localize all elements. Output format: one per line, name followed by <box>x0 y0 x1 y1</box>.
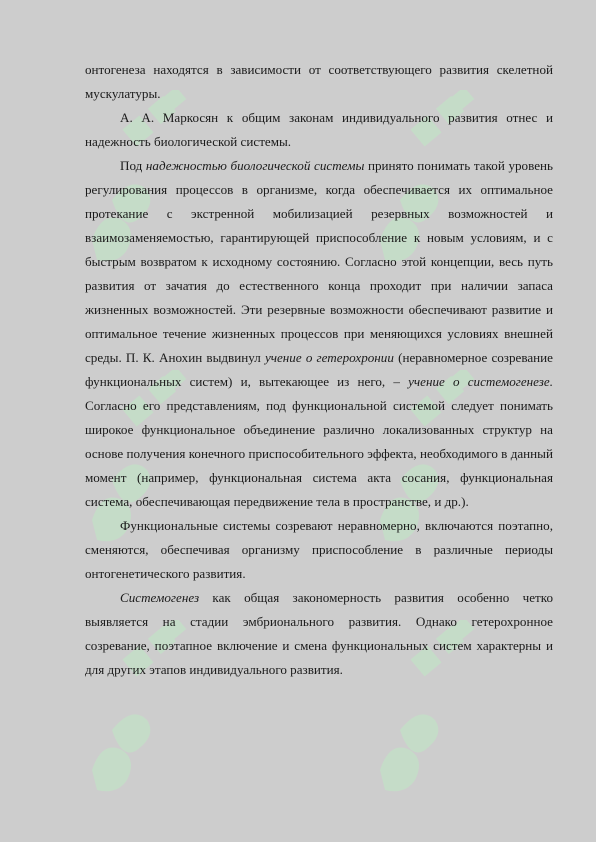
emphasis-term: учение о системогенезе. <box>408 374 553 389</box>
paragraph: онтогенеза находятся в зависимости от соответствующего развития скелетной мускулатуры. <box>85 62 553 101</box>
text-run: как общая закономерность развития особенно четко выявляется на стадии эмбрионального развития. Однако гетерохронное созревание, поэтапное включение и смена функциональных систем характерны и для других этапов индивидуального развития. <box>85 590 553 677</box>
emphasis-term: учение о гетерохронии <box>264 350 394 365</box>
text-run: принято понимать такой уровень регулирования процессов в организме, когда обеспечивается их оптимальное протекание с экстренной мобилизацией резервных возможностей и взаимозаменяемостью, гарантирующей приспособление к новым условиям, и с быстрым возвратом к исходному состоянию. Согласно этой концепции, весь путь развития от зачатия до естественного конца проходит при наличии запаса жизненных возможностей. Эти резервные возможности обеспечивают развитие и оптимальное течение жизненных процессов при меняющихся условиях внешней среды. П. К. Анохин выдвинул <box>85 158 553 365</box>
text-run: Под <box>120 158 146 173</box>
emphasis-term: Системогенез <box>120 590 200 605</box>
paragraph: Функциональные системы созревают неравномерно, включаются поэтапно, сменяются, обеспечивая организму приспособление в различные периоды онтогенетического развития. <box>85 518 553 581</box>
emphasis-term: надежностью биологической системы <box>145 158 365 173</box>
paragraph <box>85 154 553 514</box>
paragraph: А. А. Маркосян к общим законам индивидуального развития отнес и надежность биологической системы. <box>85 110 553 149</box>
body-text <box>85 58 553 682</box>
paragraph <box>85 586 553 682</box>
text-run: (неравномерное созревание функциональных систем) и, вытекающее из него, – <box>85 350 553 389</box>
text-run: Согласно его представлениям, под функциональной системой следует понимать широкое функциональное объединение различно локализованных структур на основе получения конечного приспособительного эффекта, необходимого в данный момент (например, функциональная система акта сосания, функциональная система, обеспечивающая передвижение тела в пространстве, и др.). <box>85 398 553 509</box>
